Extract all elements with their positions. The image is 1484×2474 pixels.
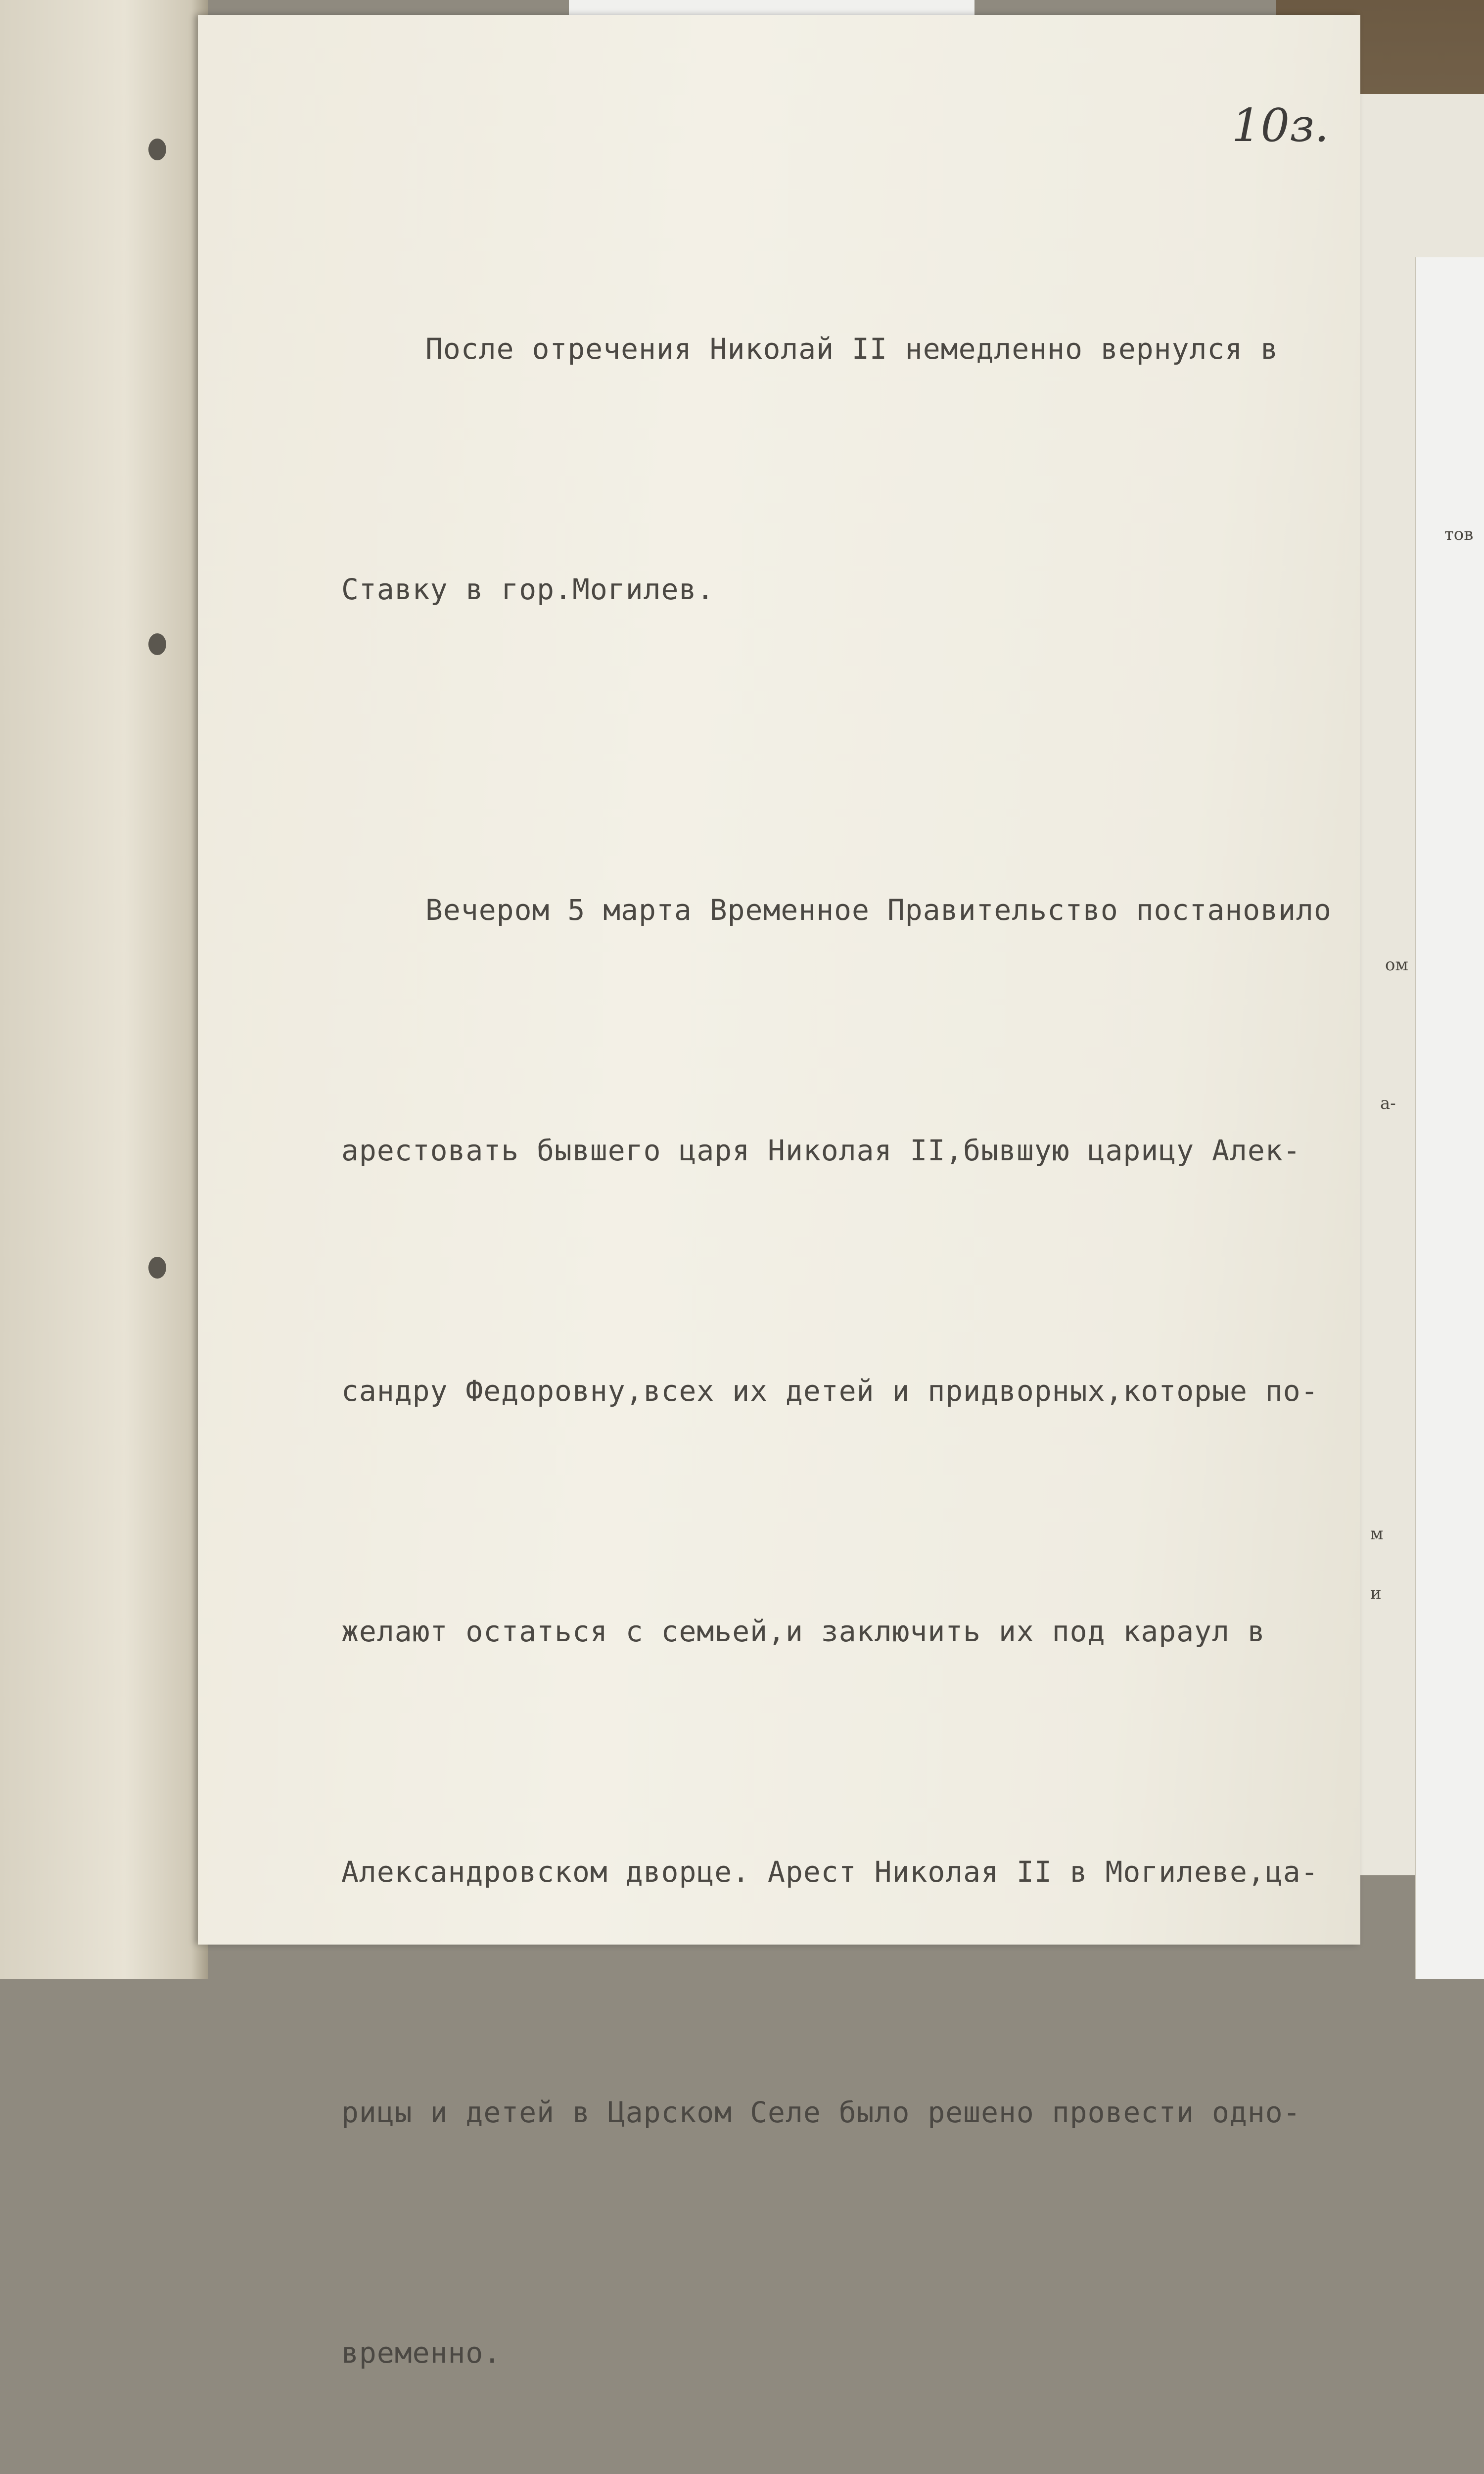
edge-text-5: и (1370, 1583, 1382, 1603)
text-line: Вечером 5 марта Временное Правительство постановило (425, 893, 1332, 927)
binding-hole (148, 139, 166, 160)
left-book-page (0, 0, 208, 1979)
text-line: рицы и детей в Царском Селе было решено провести одно- (341, 2095, 1301, 2129)
page-number: 10з. (1232, 99, 1329, 152)
text-line: арестовать бывшего царя Николая II,бывшую царицу Алек- (341, 1134, 1301, 1167)
text-line: После отречения Николай II немедленно вернулся в (425, 332, 1279, 366)
text-line: временно. (341, 2336, 502, 2370)
document-stack-right-back (1415, 257, 1484, 1979)
text-line: сандру Федоровну,всех их детей и придворных,которые по- (341, 1374, 1319, 1408)
edge-text-1: тов (1444, 524, 1474, 544)
text-line: Александровском дворце. Арест Николая II в Могилеве,ца- (341, 1855, 1319, 1889)
edge-text-3: а- (1380, 1094, 1396, 1113)
binding-hole (148, 633, 166, 655)
text-line: желают остаться с семьей,и заключить их под караул в (341, 1615, 1265, 1648)
edge-text-2: ом (1385, 955, 1408, 975)
text-line: Ставку в гор.Могилев. (341, 572, 715, 606)
binding-hole (148, 1257, 166, 1279)
edge-text-4: м (1370, 1524, 1384, 1544)
typewritten-text (341, 148, 1341, 2474)
